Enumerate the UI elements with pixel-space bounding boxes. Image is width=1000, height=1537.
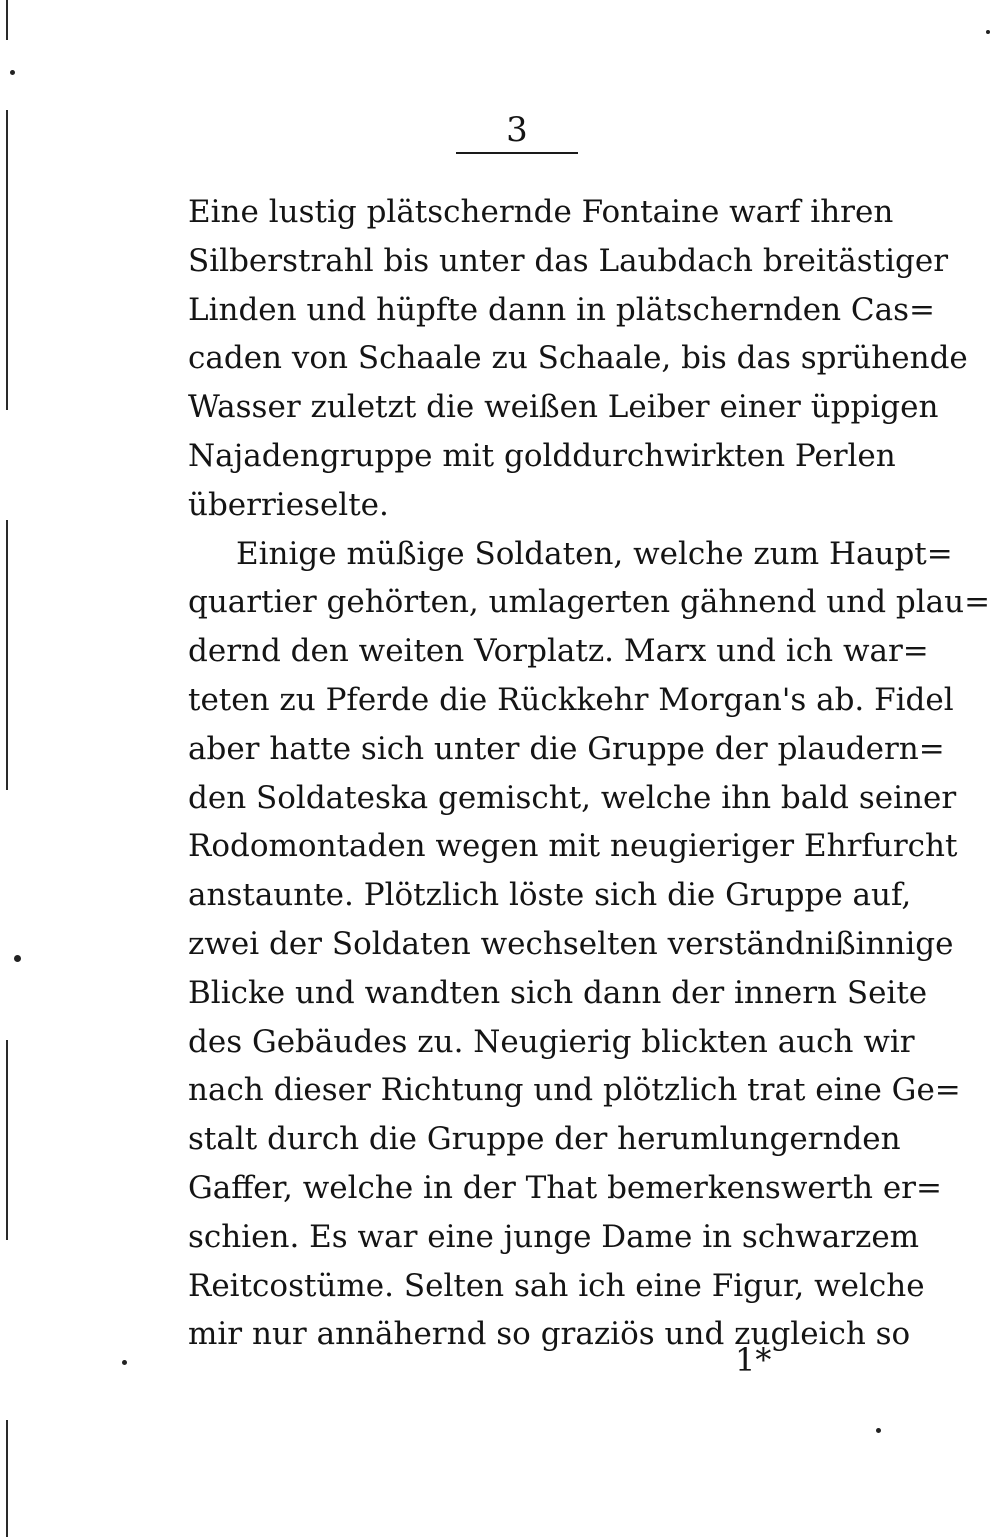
text-line: Rodomontaden wegen mit neugieriger Ehrfurcht bbox=[188, 828, 958, 865]
text-line: mir nur annähernd so graziös und zugleich so bbox=[188, 1316, 911, 1353]
text-line: Reitcostüme. Selten sah ich eine Figur, welche bbox=[188, 1267, 925, 1304]
body-text bbox=[188, 188, 991, 1359]
text-line: Blicke und wandten sich dann der innern Seite bbox=[188, 974, 928, 1011]
text-line: Najadengruppe mit golddurchwirkten Perlen bbox=[188, 437, 896, 474]
text-line: stalt durch die Gruppe der herumlungernden bbox=[188, 1121, 901, 1158]
scan-edge-line bbox=[6, 0, 8, 40]
text-line: überrieselte. bbox=[188, 486, 389, 523]
scan-edge-line bbox=[6, 520, 8, 790]
scan-edge-line bbox=[6, 110, 8, 410]
text-line: zwei der Soldaten wechselten verständnißinnige bbox=[188, 925, 954, 962]
scan-speck bbox=[10, 70, 15, 75]
text-line: dernd den weiten Vorplatz. Marx und ich war= bbox=[188, 633, 929, 670]
text-line: Linden und hüpfte dann in plätschernden Cas= bbox=[188, 291, 936, 328]
page-number: 3 bbox=[506, 110, 528, 150]
paragraph bbox=[188, 530, 991, 1360]
text-line: Gaffer, welche in der That bemerkenswerth er= bbox=[188, 1169, 942, 1206]
signature-mark: 1* bbox=[735, 1341, 772, 1379]
text-line: den Soldateska gemischt, welche ihn bald seiner bbox=[188, 779, 957, 816]
scan-edge-line bbox=[6, 1420, 8, 1537]
scan-speck bbox=[122, 1360, 127, 1365]
scan-speck bbox=[876, 1428, 881, 1433]
text-line: aber hatte sich unter die Gruppe der plaudern= bbox=[188, 730, 945, 767]
text-line: schien. Es war eine junge Dame in schwarzem bbox=[188, 1218, 920, 1255]
text-line: quartier gehörten, umlagerten gähnend und plau= bbox=[188, 584, 991, 621]
page-number-rule bbox=[456, 152, 578, 154]
text-line: des Gebäudes zu. Neugierig blickten auch wir bbox=[188, 1023, 915, 1060]
text-line: nach dieser Richtung und plötzlich trat eine Ge= bbox=[188, 1072, 961, 1109]
text-line: anstaunte. Plötzlich löste sich die Gruppe auf, bbox=[188, 877, 912, 914]
text-line: caden von Schaale zu Schaale, bis das sprühende bbox=[188, 340, 968, 377]
paragraph bbox=[188, 188, 968, 530]
text-line: Silberstrahl bis unter das Laubdach breitästiger bbox=[188, 242, 949, 279]
text-line: teten zu Pferde die Rückkehr Morgan's ab. Fidel bbox=[188, 681, 954, 718]
text-line: Wasser zuletzt die weißen Leiber einer üppigen bbox=[188, 389, 939, 426]
scan-speck bbox=[986, 30, 990, 34]
scan-speck bbox=[14, 955, 21, 962]
text-line: Einige müßige Soldaten, welche zum Haupt= bbox=[236, 535, 953, 572]
scan-edge-line bbox=[6, 1040, 8, 1240]
text-line: Eine lustig plätschernde Fontaine warf ihren bbox=[188, 194, 894, 230]
